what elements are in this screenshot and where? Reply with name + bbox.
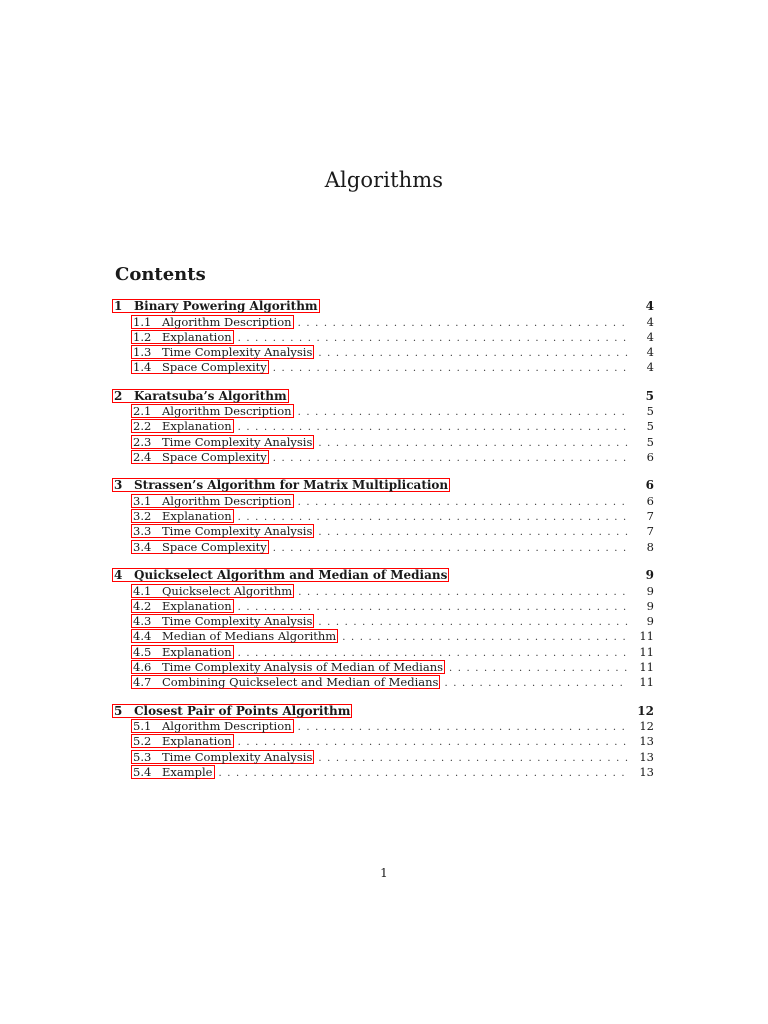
toc-subsection-entry xyxy=(114,660,654,675)
subsection-title: Space Complexity xyxy=(162,450,267,465)
subsection-number: 1.2 xyxy=(133,329,152,344)
toc-subsection-link[interactable] xyxy=(131,734,234,748)
section-page-number: 12 xyxy=(637,703,654,718)
dot-leader xyxy=(314,525,628,540)
subsection-page-number: 11 xyxy=(639,675,654,690)
toc-subsection-entry xyxy=(114,450,654,465)
subsection-title: Time Complexity Analysis of Median of Medians xyxy=(162,660,443,675)
subsection-title: Explanation xyxy=(162,329,232,344)
toc-subsection-link[interactable] xyxy=(131,509,234,523)
toc-subsection-link[interactable] xyxy=(131,675,440,689)
toc-section-entry xyxy=(114,388,654,405)
subsection-page-number: 4 xyxy=(646,329,654,344)
dot-leader xyxy=(294,495,628,510)
toc-subsection-entry xyxy=(114,315,654,330)
section-page-number: 9 xyxy=(645,568,654,583)
subsection-number: 5.1 xyxy=(133,719,152,734)
dot-leader xyxy=(294,720,628,735)
dot-leader xyxy=(234,600,628,615)
subsection-page-number: 7 xyxy=(646,509,654,524)
toc-subsection-link[interactable] xyxy=(131,330,234,344)
subsection-title: Explanation xyxy=(162,509,232,524)
section-page-number: 4 xyxy=(645,299,654,313)
toc-subsection-entry xyxy=(114,584,654,599)
subsection-number: 4.5 xyxy=(133,644,152,659)
toc-subsection-link[interactable] xyxy=(131,524,314,538)
dot-leader xyxy=(314,615,628,630)
subsection-page-number: 7 xyxy=(646,524,654,539)
subsection-number: 4.3 xyxy=(133,614,152,629)
subsection-page-number: 11 xyxy=(639,629,654,644)
subsection-number: 3.2 xyxy=(133,509,152,524)
toc-subsection-entry xyxy=(114,675,654,690)
dot-leader xyxy=(294,585,628,600)
subsection-title: Algorithm Description xyxy=(162,493,292,508)
toc-section-link[interactable] xyxy=(112,704,352,718)
toc-subsection-link[interactable] xyxy=(131,719,294,733)
subsection-page-number: 4 xyxy=(646,360,654,375)
toc-subsection-link[interactable] xyxy=(131,750,314,764)
subsection-page-number: 5 xyxy=(646,434,654,449)
subsection-page-number: 11 xyxy=(639,660,654,675)
subsection-title: Combining Quickselect and Median of Medians xyxy=(162,675,439,690)
toc-subsection-entry xyxy=(114,599,654,614)
toc-subsection-entry xyxy=(114,435,654,450)
subsection-number: 4.6 xyxy=(133,660,152,675)
dot-leader xyxy=(234,331,628,346)
toc-subsection-link[interactable] xyxy=(131,404,294,418)
subsection-number: 4.2 xyxy=(133,598,152,613)
section-title: Binary Powering Algorithm xyxy=(134,299,318,313)
toc-subsection-entry xyxy=(114,494,654,509)
subsection-page-number: 9 xyxy=(646,614,654,629)
subsection-number: 5.3 xyxy=(133,749,152,764)
toc-section-entry xyxy=(114,703,654,720)
toc-section xyxy=(114,703,654,781)
toc-section xyxy=(114,477,654,555)
section-title: Strassen’s Algorithm for Matrix Multiplication xyxy=(134,478,449,493)
toc-subsection-entry xyxy=(114,734,654,749)
subsection-title: Time Complexity Analysis xyxy=(162,345,313,360)
subsection-title: Time Complexity Analysis xyxy=(162,524,313,539)
subsection-number: 2.1 xyxy=(133,404,152,419)
subsection-page-number: 13 xyxy=(639,765,654,780)
table-of-contents xyxy=(114,298,654,792)
dot-leader xyxy=(234,510,628,525)
section-number: 5 xyxy=(114,703,123,718)
toc-subsection-link[interactable] xyxy=(131,419,234,433)
toc-subsection-link[interactable] xyxy=(131,584,294,598)
subsection-title: Example xyxy=(162,765,213,780)
section-number: 2 xyxy=(114,388,123,403)
toc-subsection-link[interactable] xyxy=(131,315,294,329)
subsection-number: 1.1 xyxy=(133,314,152,329)
dot-leader xyxy=(445,661,628,676)
toc-subsection-entry xyxy=(114,524,654,539)
subsection-page-number: 11 xyxy=(639,644,654,659)
subsection-page-number: 5 xyxy=(646,404,654,419)
dot-leader xyxy=(294,405,628,420)
toc-subsection-entry xyxy=(114,765,654,780)
toc-section-entry xyxy=(114,477,654,494)
dot-leader xyxy=(269,541,628,556)
section-title: Quickselect Algorithm and Median of Medians xyxy=(134,568,448,583)
subsection-number: 3.4 xyxy=(133,539,152,554)
subsection-page-number: 5 xyxy=(646,419,654,434)
subsection-title: Space Complexity xyxy=(162,360,267,375)
contents-heading: Contents xyxy=(115,264,206,285)
dot-leader xyxy=(234,735,628,750)
toc-subsection-link[interactable] xyxy=(131,629,338,643)
section-number: 1 xyxy=(114,299,123,313)
toc-subsection-link[interactable] xyxy=(131,645,234,659)
section-number: 3 xyxy=(114,478,123,493)
section-title: Karatsuba’s Algorithm xyxy=(134,388,287,403)
toc-section xyxy=(114,388,654,466)
dot-leader xyxy=(338,630,628,645)
subsection-number: 3.1 xyxy=(133,493,152,508)
toc-subsection-entry xyxy=(114,404,654,419)
subsection-number: 4.1 xyxy=(133,583,152,598)
section-page-number: 6 xyxy=(645,478,654,493)
toc-subsection-link[interactable] xyxy=(131,450,269,464)
toc-section-link[interactable] xyxy=(112,299,320,313)
toc-subsection-link[interactable] xyxy=(131,435,314,449)
subsection-title: Time Complexity Analysis xyxy=(162,749,313,764)
toc-subsection-entry xyxy=(114,614,654,629)
toc-subsection-entry xyxy=(114,330,654,345)
toc-subsection-link[interactable] xyxy=(131,765,215,779)
subsection-number: 2.4 xyxy=(133,450,152,465)
subsection-number: 2.2 xyxy=(133,419,152,434)
subsection-title: Explanation xyxy=(162,734,232,749)
subsection-title: Quickselect Algorithm xyxy=(162,583,293,598)
subsection-number: 3.3 xyxy=(133,524,152,539)
dot-leader xyxy=(294,316,628,331)
toc-subsection-entry xyxy=(114,540,654,555)
toc-section-link[interactable] xyxy=(112,389,289,403)
dot-leader xyxy=(234,646,628,661)
subsection-page-number: 4 xyxy=(646,345,654,360)
toc-subsection-entry xyxy=(114,419,654,434)
page-number: 1 xyxy=(380,866,388,880)
toc-subsection-entry xyxy=(114,629,654,644)
subsection-number: 2.3 xyxy=(133,434,152,449)
subsection-page-number: 12 xyxy=(639,719,654,734)
dot-leader xyxy=(215,766,629,781)
section-number: 4 xyxy=(114,568,123,583)
subsection-page-number: 9 xyxy=(646,598,654,613)
toc-subsection-link[interactable] xyxy=(131,345,314,359)
dot-leader xyxy=(269,451,628,466)
toc-section-link[interactable] xyxy=(112,478,450,492)
subsection-number: 4.7 xyxy=(133,675,152,690)
subsection-page-number: 8 xyxy=(646,539,654,554)
toc-subsection-link[interactable] xyxy=(131,599,234,613)
subsection-number: 5.4 xyxy=(133,765,152,780)
subsection-title: Algorithm Description xyxy=(162,404,292,419)
toc-section-entry xyxy=(114,298,654,315)
toc-subsection-entry xyxy=(114,509,654,524)
subsection-number: 1.3 xyxy=(133,345,152,360)
dot-leader xyxy=(314,751,628,766)
subsection-title: Space Complexity xyxy=(162,539,267,554)
toc-subsection-entry xyxy=(114,750,654,765)
subsection-number: 4.4 xyxy=(133,629,152,644)
subsection-page-number: 9 xyxy=(646,583,654,598)
subsection-page-number: 13 xyxy=(639,734,654,749)
dot-leader xyxy=(234,420,628,435)
toc-section-entry xyxy=(114,567,654,584)
section-title: Closest Pair of Points Algorithm xyxy=(134,703,351,718)
subsection-page-number: 6 xyxy=(646,450,654,465)
toc-subsection-link[interactable] xyxy=(131,360,269,374)
subsection-page-number: 4 xyxy=(646,314,654,329)
toc-subsection-link[interactable] xyxy=(131,494,294,508)
subsection-title: Time Complexity Analysis xyxy=(162,434,313,449)
subsection-page-number: 6 xyxy=(646,493,654,508)
dot-leader xyxy=(314,346,628,361)
subsection-title: Time Complexity Analysis xyxy=(162,614,313,629)
toc-section-link[interactable] xyxy=(112,568,449,582)
subsection-title: Explanation xyxy=(162,598,232,613)
dot-leader xyxy=(314,436,628,451)
subsection-number: 5.2 xyxy=(133,734,152,749)
section-page-number: 5 xyxy=(645,388,654,403)
subsection-title: Median of Medians Algorithm xyxy=(162,629,337,644)
subsection-number: 1.4 xyxy=(133,360,152,375)
subsection-title: Explanation xyxy=(162,644,232,659)
dot-leader xyxy=(269,361,628,376)
dot-leader xyxy=(440,676,628,691)
toc-subsection-entry xyxy=(114,645,654,660)
document-title: Algorithms xyxy=(324,168,444,192)
subsection-title: Algorithm Description xyxy=(162,719,292,734)
toc-subsection-link[interactable] xyxy=(131,614,314,628)
toc-subsection-link[interactable] xyxy=(131,660,445,674)
toc-subsection-link[interactable] xyxy=(131,540,269,554)
subsection-page-number: 13 xyxy=(639,749,654,764)
toc-subsection-entry xyxy=(114,345,654,360)
toc-subsection-entry xyxy=(114,719,654,734)
subsection-title: Algorithm Description xyxy=(162,314,292,329)
toc-section xyxy=(114,567,654,691)
toc-subsection-entry xyxy=(114,360,654,375)
subsection-title: Explanation xyxy=(162,419,232,434)
toc-section xyxy=(114,298,654,376)
